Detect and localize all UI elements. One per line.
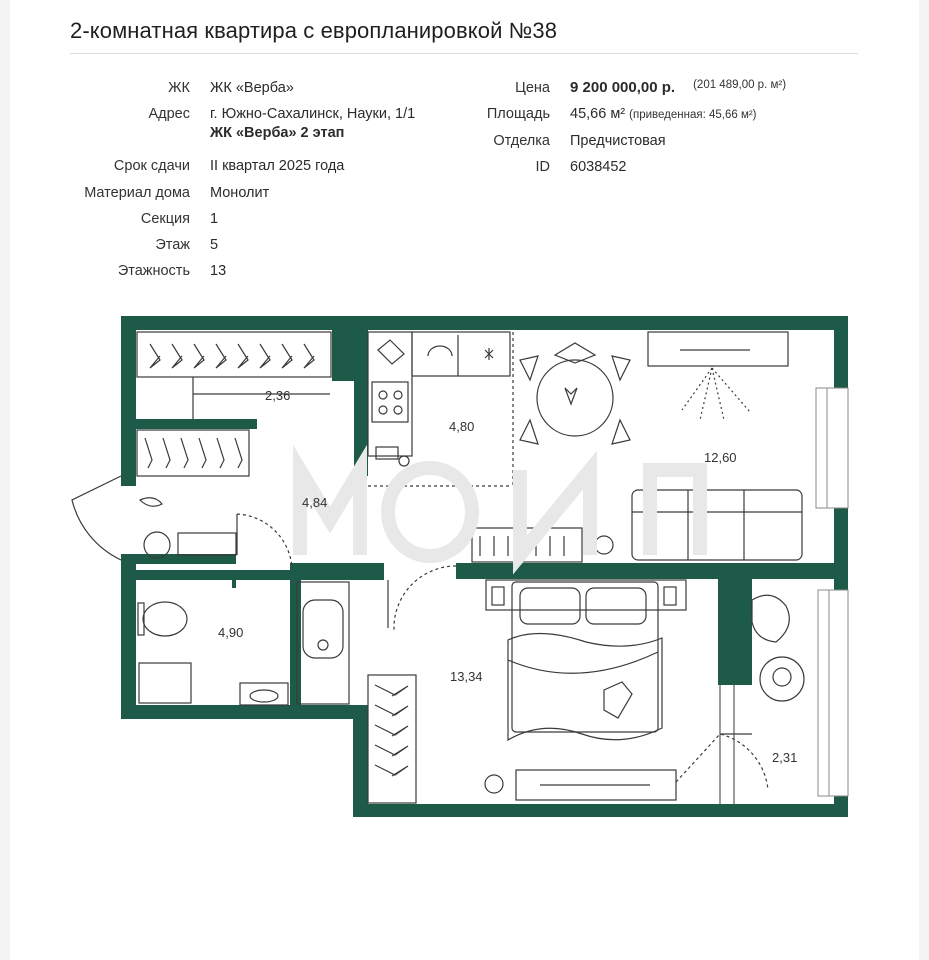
detail-address bbox=[70, 105, 415, 157]
room-area-balcony: 2,31 bbox=[772, 750, 798, 765]
room-area-bath: 4,90 bbox=[218, 625, 244, 640]
detail-id bbox=[458, 158, 786, 184]
detail-section bbox=[70, 210, 415, 236]
detail-label: Материал дома bbox=[84, 184, 190, 201]
detail-area bbox=[458, 105, 786, 131]
detail-label: Этажность bbox=[117, 263, 190, 280]
address-text: г. Южно-Сахалинск, Науки, 1/1 bbox=[210, 106, 416, 123]
detail-value bbox=[550, 105, 757, 131]
room-area-kitchen: 4,80 bbox=[449, 419, 475, 434]
detail-value: Предчистовая bbox=[570, 132, 666, 149]
detail-complex bbox=[70, 79, 415, 105]
detail-label: Адрес bbox=[148, 106, 190, 123]
area-value: 45,66 м² bbox=[570, 106, 626, 123]
detail-label: Отделка bbox=[493, 132, 550, 149]
detail-finish bbox=[458, 132, 786, 158]
room-area-bedroom: 13,34 bbox=[450, 669, 483, 684]
detail-deadline bbox=[70, 157, 415, 183]
detail-value: 5 bbox=[210, 237, 219, 254]
room-area-hall: 4,84 bbox=[302, 495, 328, 510]
detail-label: Этаж bbox=[155, 237, 190, 254]
detail-value bbox=[550, 79, 786, 105]
page-title: 2-комнатная квартира с европланировкой №38 bbox=[70, 18, 558, 43]
details-right bbox=[458, 79, 786, 184]
detail-price bbox=[458, 79, 786, 105]
address-sub: ЖК «Верба» 2 этап bbox=[210, 125, 345, 142]
detail-label: ID bbox=[535, 158, 550, 175]
details-left bbox=[70, 79, 415, 289]
detail-value: 6038452 bbox=[570, 158, 627, 175]
detail-label: ЖК bbox=[168, 80, 190, 96]
detail-value: 13 bbox=[210, 263, 227, 280]
detail-value bbox=[190, 105, 415, 157]
detail-value: 1 bbox=[210, 210, 219, 227]
area-note: (приведенная: 45,66 м²) bbox=[629, 109, 757, 122]
detail-value: II квартал 2025 года bbox=[210, 158, 345, 175]
floor-plan bbox=[0, 300, 929, 830]
detail-label: Цена bbox=[515, 80, 550, 96]
detail-value: Монолит bbox=[210, 184, 270, 201]
detail-floors bbox=[70, 262, 415, 288]
detail-label: Срок сдачи bbox=[113, 158, 190, 175]
room-area-living: 12,60 bbox=[704, 450, 737, 465]
detail-label: Площадь bbox=[486, 106, 550, 123]
detail-value: ЖК «Верба» bbox=[210, 80, 294, 96]
detail-floor bbox=[70, 236, 415, 262]
plan-windows bbox=[816, 388, 848, 796]
detail-label: Секция bbox=[140, 210, 190, 227]
price-value: 9 200 000,00 р. bbox=[570, 79, 676, 96]
title-divider bbox=[70, 53, 858, 54]
room-area-wardrobe: 2,36 bbox=[265, 388, 291, 403]
detail-material bbox=[70, 184, 415, 210]
price-per-m2: (201 489,00 р. м²) bbox=[693, 79, 787, 91]
